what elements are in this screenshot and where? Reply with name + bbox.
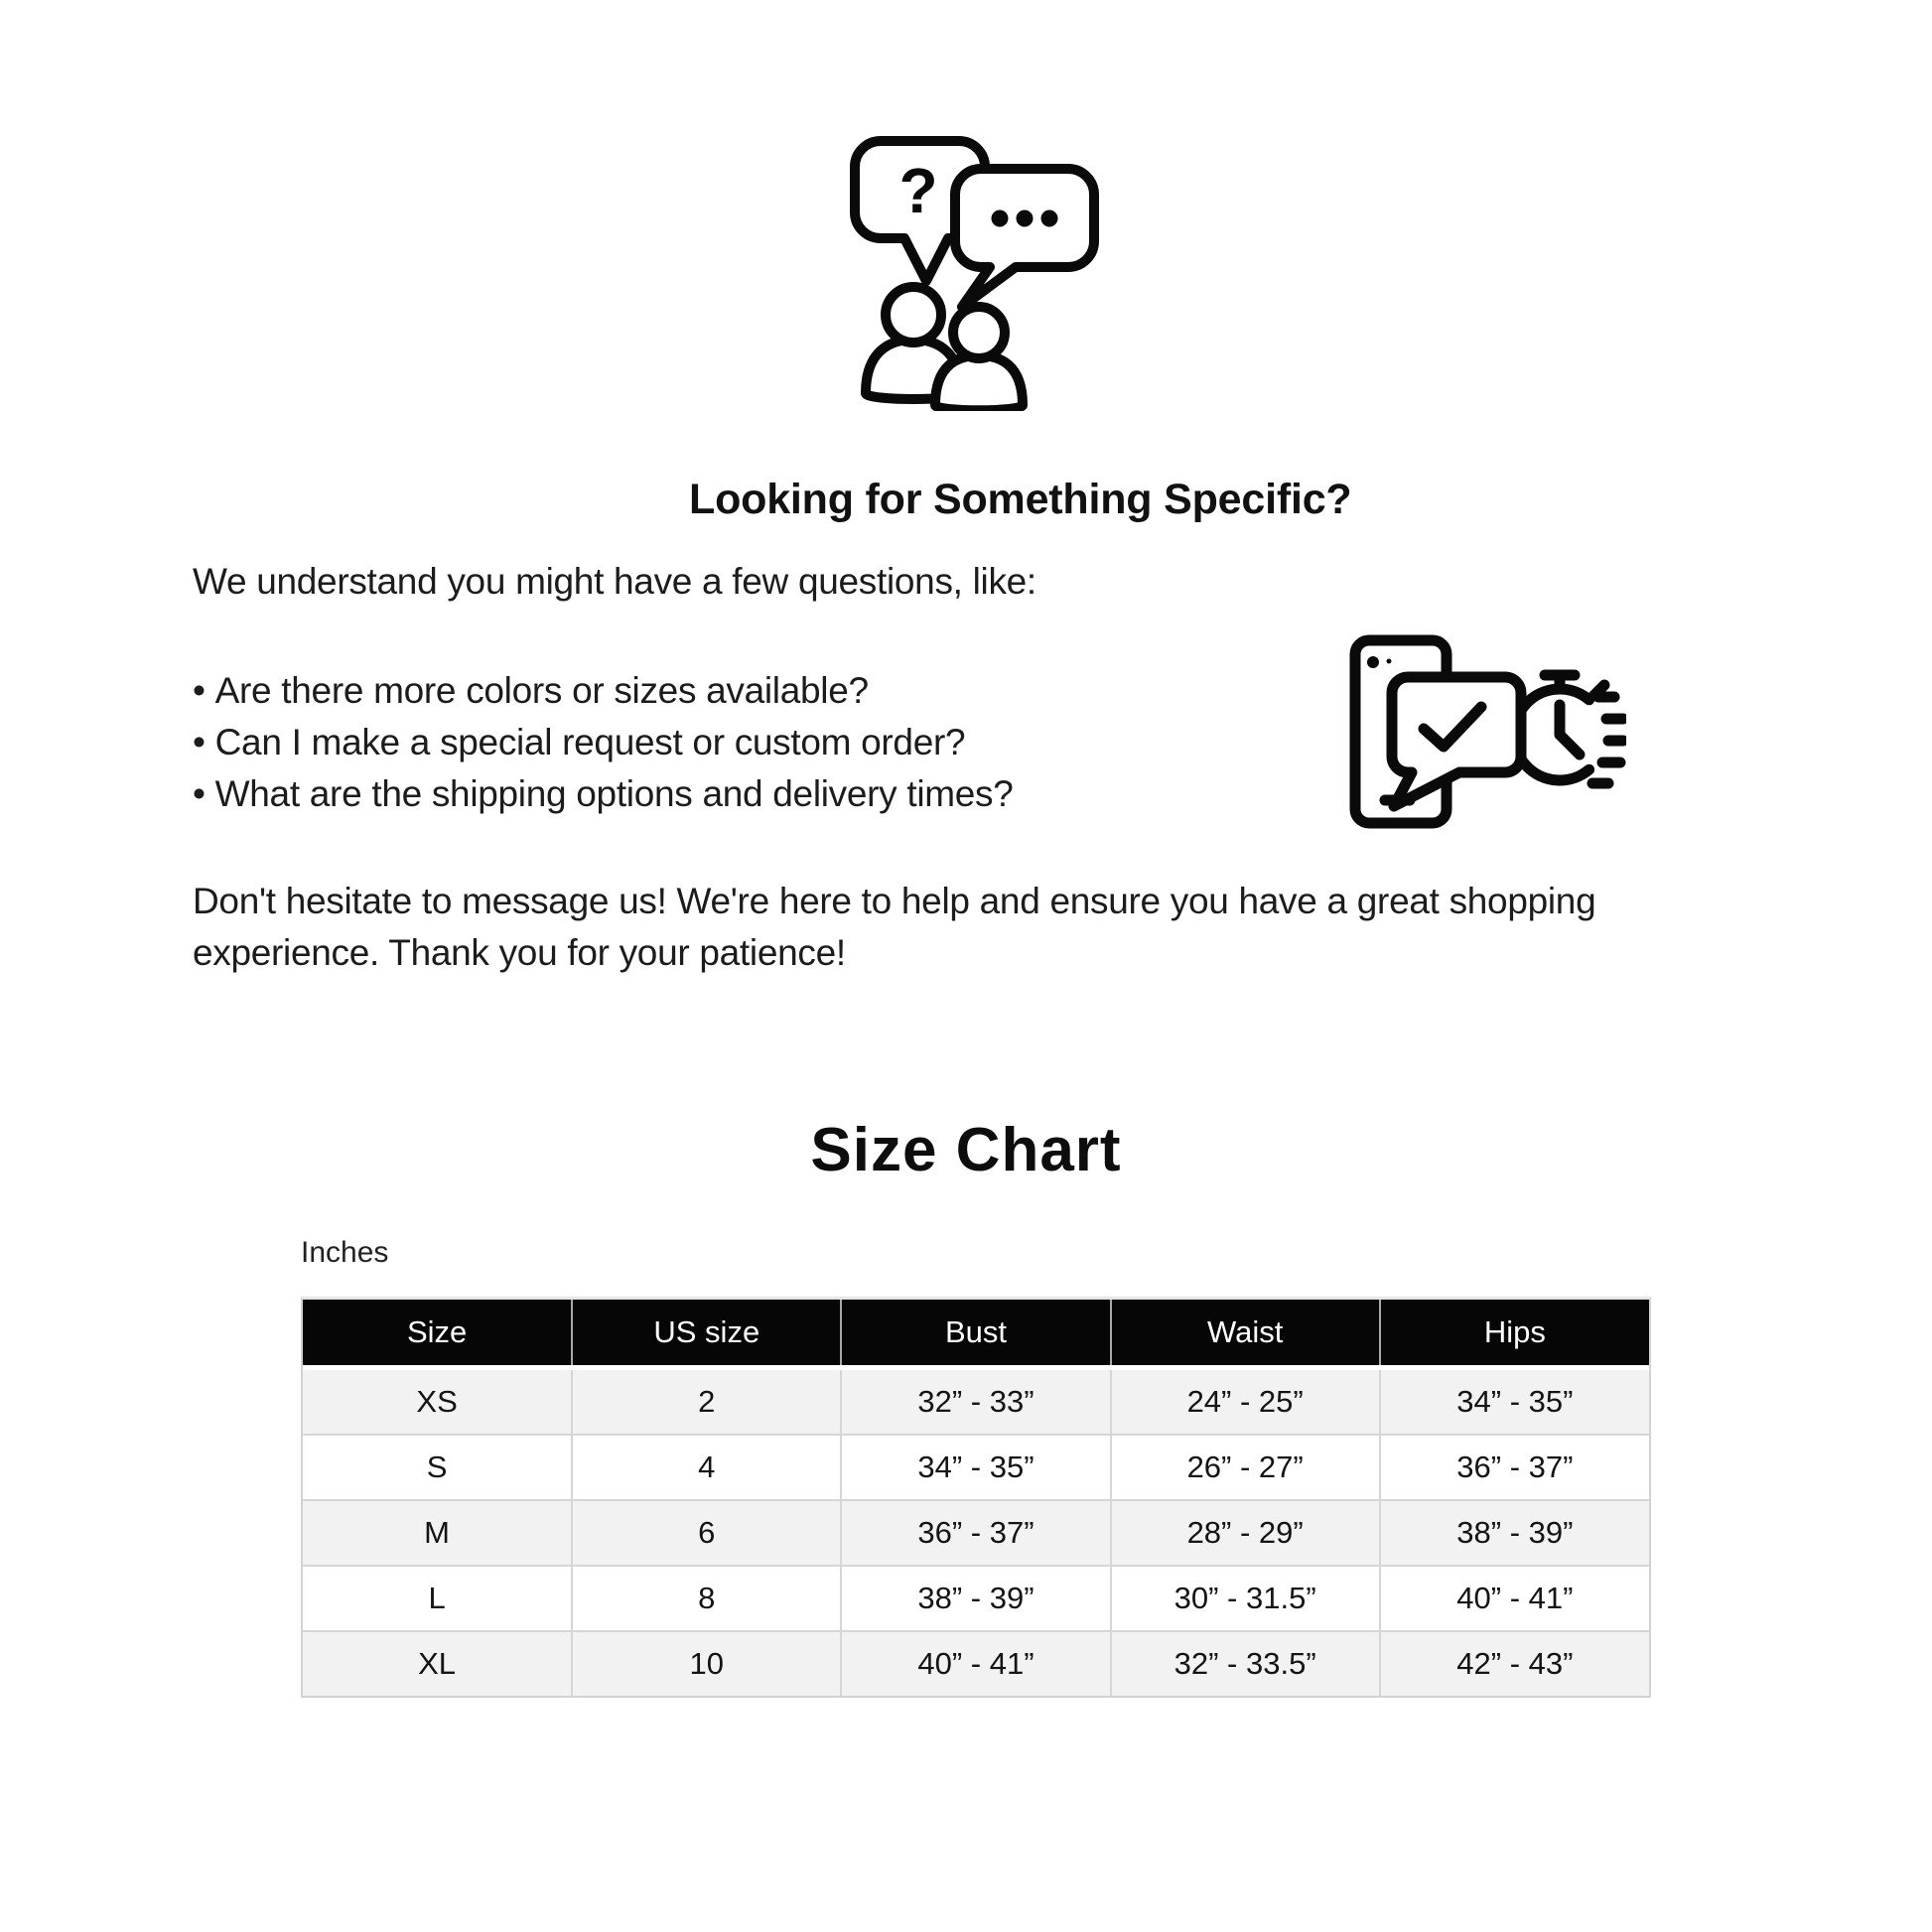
- question-item: • Are there more colors or sizes available?: [193, 665, 1014, 717]
- cell-hips: 36” - 37”: [1380, 1435, 1649, 1500]
- unit-label: Inches: [301, 1236, 389, 1269]
- closing-line: experience. Thank you for your patience!: [193, 932, 846, 973]
- question-item: • Can I make a special request or custom order?: [193, 717, 1014, 768]
- cell-waist: 28” - 29”: [1111, 1500, 1380, 1566]
- cell-waist: 32” - 33.5”: [1111, 1631, 1380, 1696]
- cell-hips: 40” - 41”: [1380, 1566, 1649, 1631]
- table-row-m: [303, 1500, 1649, 1566]
- size-chart-table-wrap: [301, 1297, 1651, 1698]
- section-heading: Looking for Something Specific?: [689, 476, 1352, 523]
- size-chart-table: [303, 1300, 1649, 1696]
- chat-bubbles-question-icon: [850, 135, 1100, 411]
- cell-us: 8: [572, 1566, 841, 1631]
- column-header-size: Size: [303, 1300, 572, 1368]
- cell-bust: 32” - 33”: [841, 1368, 1110, 1436]
- cell-waist: 24” - 25”: [1111, 1368, 1380, 1436]
- cell-waist: 30” - 31.5”: [1111, 1566, 1380, 1631]
- column-header-waist: Waist: [1111, 1300, 1380, 1368]
- question-item: • What are the shipping options and delivery times?: [193, 768, 1014, 820]
- cell-hips: 34” - 35”: [1380, 1368, 1649, 1436]
- cell-size: L: [303, 1566, 572, 1631]
- cell-bust: 36” - 37”: [841, 1500, 1110, 1566]
- cell-us: 6: [572, 1500, 841, 1566]
- table-row-xl: [303, 1631, 1649, 1696]
- cell-us: 2: [572, 1368, 841, 1436]
- cell-bust: 40” - 41”: [841, 1631, 1110, 1696]
- column-header-us-size: US size: [572, 1300, 841, 1368]
- closing-line: Don't hesitate to message us! We're here to help and ensure you have a great shopping: [193, 881, 1596, 921]
- cell-us: 10: [572, 1631, 841, 1696]
- size-chart-title: Size Chart: [810, 1116, 1122, 1184]
- intro-text: We understand you might have a few questions, like:: [193, 561, 1036, 602]
- header-row: [303, 1300, 1649, 1368]
- cell-bust: 38” - 39”: [841, 1566, 1110, 1631]
- cell-size: XS: [303, 1368, 572, 1436]
- cell-hips: 38” - 39”: [1380, 1500, 1649, 1566]
- cell-size: M: [303, 1500, 572, 1566]
- cell-size: S: [303, 1435, 572, 1500]
- cell-us: 4: [572, 1435, 841, 1500]
- column-header-hips: Hips: [1380, 1300, 1649, 1368]
- column-header-bust: Bust: [841, 1300, 1110, 1368]
- cell-waist: 26” - 27”: [1111, 1435, 1380, 1500]
- table-row-xs: [303, 1368, 1649, 1436]
- question-list: [193, 665, 1014, 820]
- cell-bust: 34” - 35”: [841, 1435, 1110, 1500]
- table-row-l: [303, 1566, 1649, 1631]
- cell-hips: 42” - 43”: [1380, 1631, 1649, 1696]
- cell-size: XL: [303, 1631, 572, 1696]
- phone-quick-reply-stopwatch-icon: [1348, 633, 1626, 830]
- table-row-s: [303, 1435, 1649, 1500]
- closing-text: [193, 876, 1595, 979]
- svg-text:?: ?: [898, 155, 938, 226]
